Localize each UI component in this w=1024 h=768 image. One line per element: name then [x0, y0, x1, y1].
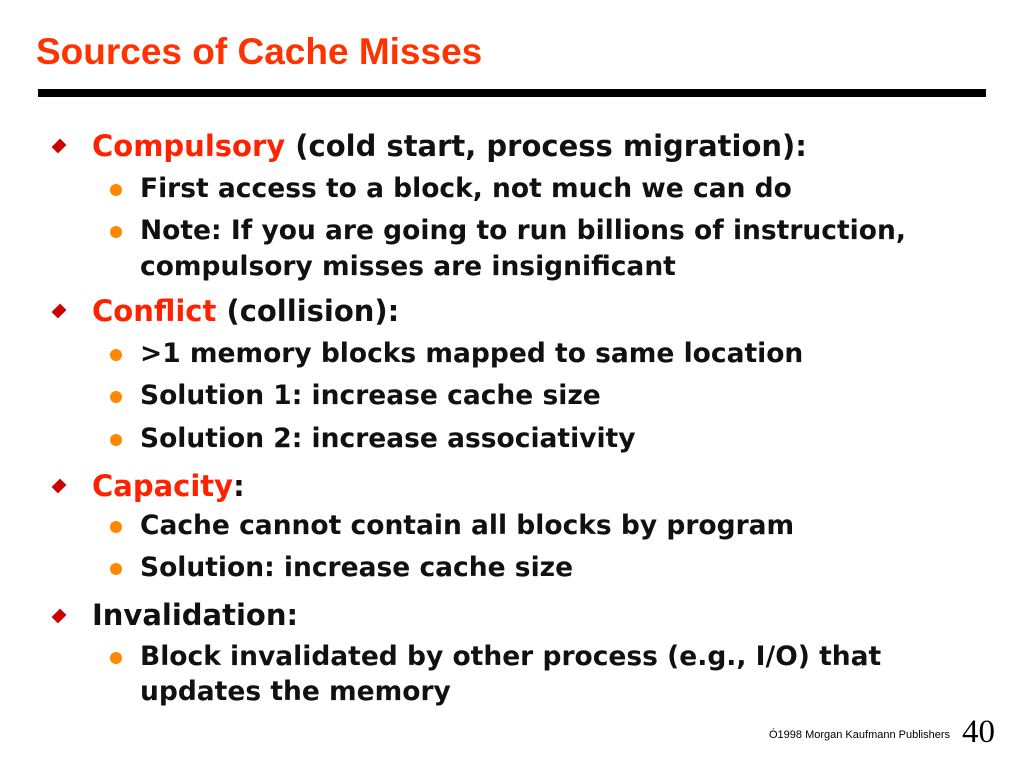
bullet-point: Solution 1: increase cache size: [140, 380, 601, 411]
section-heading-rest: (collision):: [216, 294, 400, 328]
diamond-bullet-icon: [52, 139, 67, 154]
bullet-point: Solution 2: increase associativity: [140, 423, 636, 454]
bullet-point: First access to a block, not much we can do: [140, 173, 792, 204]
diamond-bullet-icon: [52, 609, 67, 624]
dot-bullet-icon: [110, 391, 122, 403]
diamond-bullet-icon: [52, 479, 67, 494]
section-keyword: Compulsory: [92, 129, 286, 163]
section-heading-rest: Invalidation:: [92, 598, 299, 632]
bullet-point: Note: If you are going to run billions of instruction,: [140, 215, 906, 246]
section-heading-rest: (cold start, process migration):: [285, 129, 807, 163]
page-number: 40: [962, 714, 995, 750]
copyright-footer: Ó1998 Morgan Kaufmann Publishers: [769, 729, 950, 741]
bullet-point: >1 memory blocks mapped to same location: [140, 338, 804, 369]
bullet-point: Solution: increase cache size: [140, 552, 574, 583]
dot-bullet-icon: [110, 521, 122, 533]
slide-title: Sources of Cache Misses: [36, 31, 483, 72]
section-heading-conflict: [92, 293, 399, 329]
section-keyword: Conflict: [92, 294, 217, 328]
bullet-point-continuation: updates the memory: [140, 676, 451, 707]
dot-bullet-icon: [110, 226, 122, 238]
section-heading-compulsory: [92, 128, 807, 164]
section-heading-rest: :: [233, 469, 245, 503]
dot-bullet-icon: [110, 652, 122, 664]
bullet-point-continuation: compulsory misses are insignificant: [140, 251, 676, 282]
dot-bullet-icon: [110, 434, 122, 446]
diamond-bullet-icon: [52, 304, 67, 319]
dot-bullet-icon: [110, 563, 122, 575]
section-heading-capacity: [92, 468, 245, 504]
dot-bullet-icon: [110, 184, 122, 196]
section-keyword: Capacity: [92, 469, 234, 503]
bullet-point: Cache cannot contain all blocks by program: [140, 510, 795, 541]
section-heading-invalidation: [92, 597, 298, 633]
dot-bullet-icon: [110, 349, 122, 361]
bullet-point: Block invalidated by other process (e.g., I/O) that: [140, 641, 882, 672]
